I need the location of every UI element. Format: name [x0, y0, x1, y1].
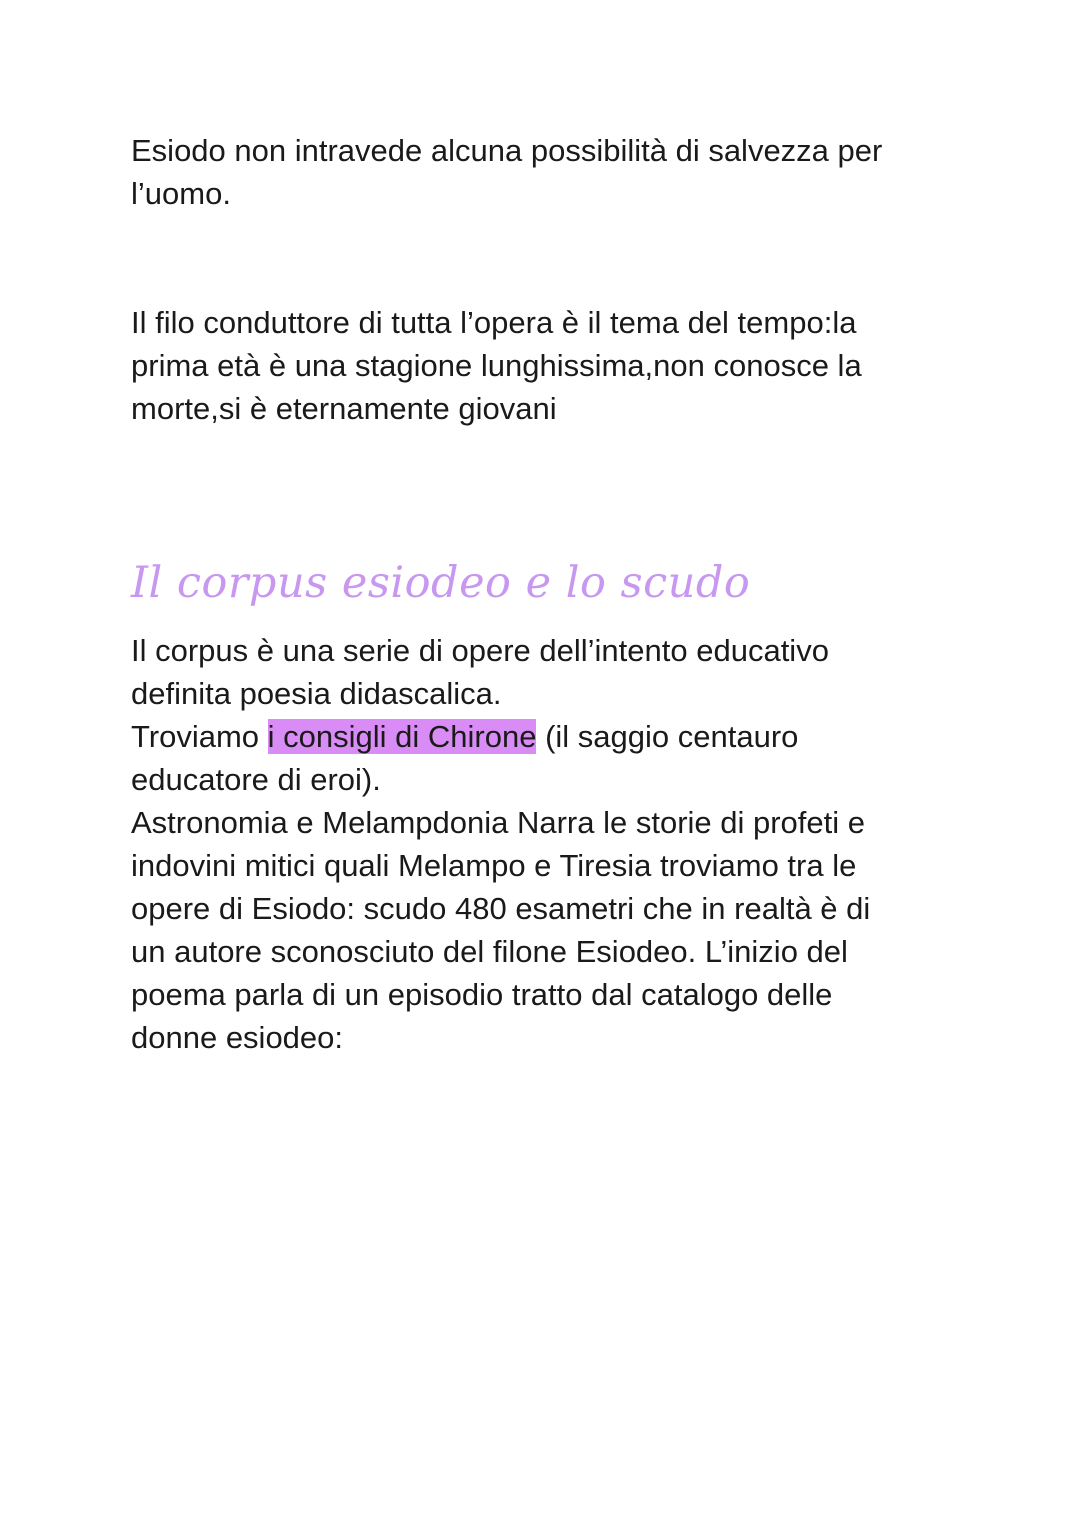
paragraph-time-theme — [131, 301, 951, 430]
text-line: l’uomo. — [131, 176, 231, 211]
text-line: poema parla di un episodio tratto dal catalogo delle — [131, 977, 833, 1012]
text-line: definita poesia didascalica. — [131, 676, 502, 711]
text-line: Astronomia e Melampdonia Narra le storie di profeti e — [131, 805, 866, 840]
text-line: Il corpus è una serie di opere dell’intento educativo — [131, 633, 829, 668]
text-line: donne esiodeo: — [131, 1020, 344, 1055]
text-line: un autore sconosciuto del filone Esiodeo. L’inizio del — [131, 934, 848, 969]
text-line: indovini mitici quali Melampo e Tiresia troviamo tra le — [131, 848, 857, 883]
text-segment: Troviamo — [131, 719, 268, 754]
paragraph-corpus — [131, 629, 951, 1059]
section-heading: Il corpus esiodeo e lo scudo — [131, 558, 751, 608]
text-line: educatore di eroi). — [131, 762, 381, 797]
text-line-with-highlight — [131, 715, 951, 758]
text-line: prima età è una stagione lunghissima,non conosce la — [131, 348, 862, 383]
text-line: Il filo conduttore di tutta l’opera è il tema del tempo:la — [131, 305, 857, 340]
paragraph-salvation — [131, 129, 951, 215]
text-line: Esiodo non intravede alcuna possibilità di salvezza per — [131, 133, 883, 168]
text-line: morte,si è eternamente giovani — [131, 391, 557, 426]
text-line: opere di Esiodo: scudo 480 esametri che in realtà è di — [131, 891, 871, 926]
text-segment: (il saggio centauro — [536, 719, 799, 754]
highlighted-text: i consigli di Chirone — [267, 719, 537, 754]
